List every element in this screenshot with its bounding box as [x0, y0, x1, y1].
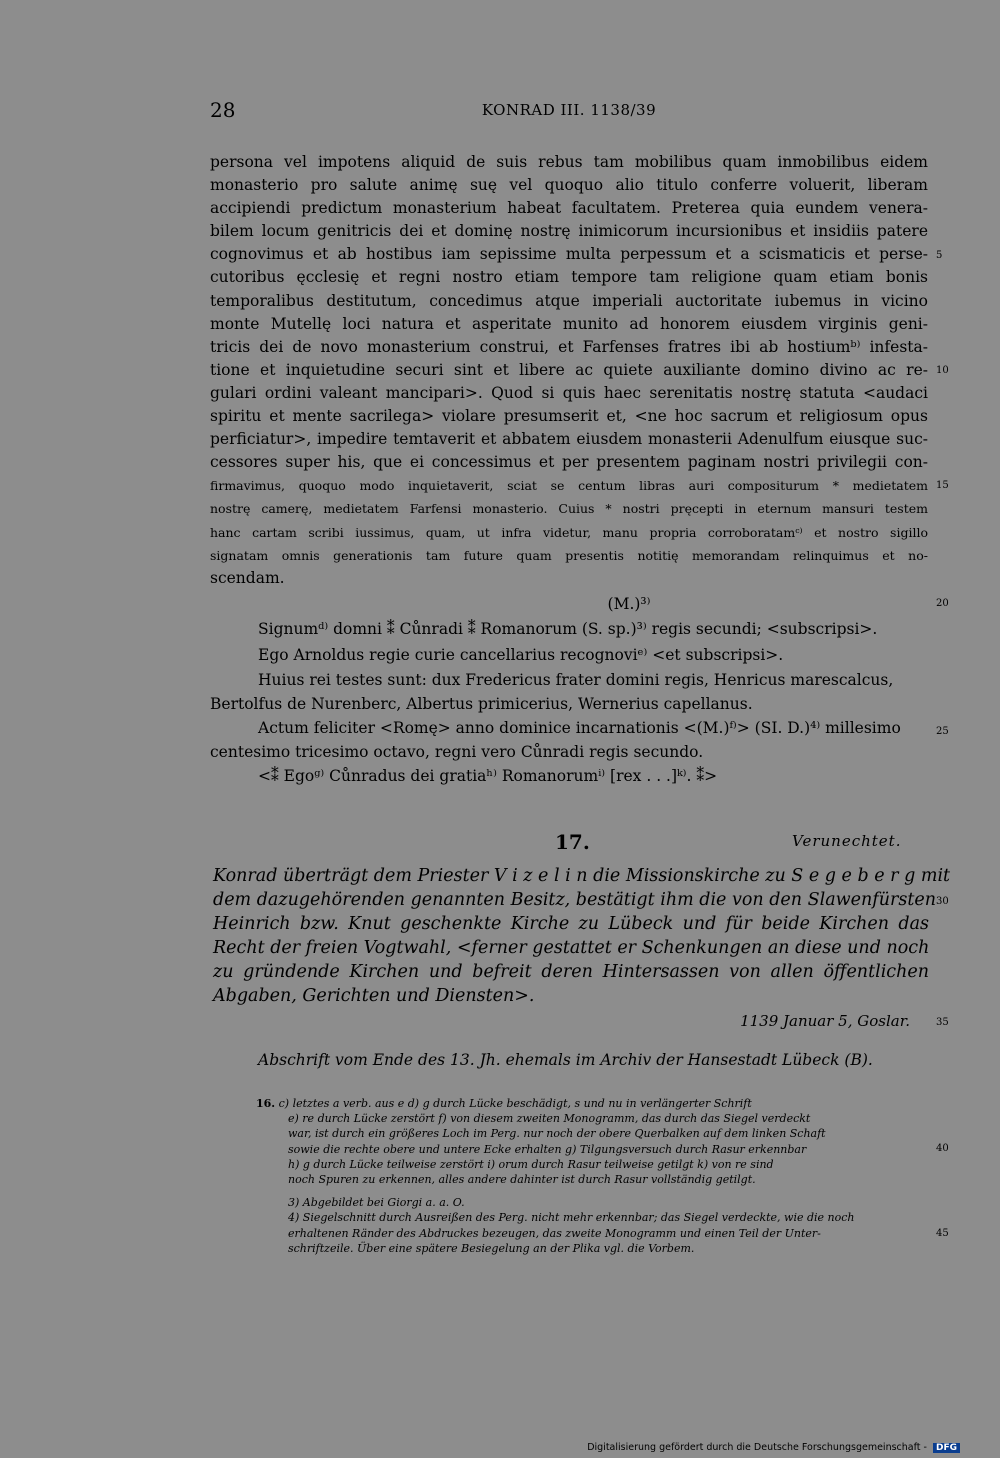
text-line: bilem locum genitricis dei et dominę nostrę inimicorum incursionibus et insidiis patere	[210, 222, 928, 241]
text-line: tricis dei de novo monasterium construi, et Farfenses fratres ibi ab hostiumᵇ⁾ infesta-	[210, 337, 928, 356]
footnote-line: sowie die rechte obere und untere Ecke erhalten g) Tilgungsversuch durch Rasur erkennbar	[288, 1142, 807, 1156]
document-status: Verunechtet.	[792, 832, 902, 850]
footnote-line	[258, 1096, 932, 1111]
line-number: 10	[936, 365, 949, 376]
text-line: cessores super his, que ei concessimus et per presentem paginam nostri privilegii con-	[210, 453, 928, 472]
recognition-line: Ego Arnoldus regie curie cancellarius recognoviᵉ⁾ <et subscripsi>.	[258, 646, 784, 664]
actum-line: centesimo tricesimo octavo, regni vero Cůnradi regis secundo.	[210, 743, 704, 761]
footnote-text: c) letztes a verb. aus e d) g durch Lücke beschädigt, s und nu in verlängerter Schrift	[278, 1097, 752, 1110]
final-line: <⁑ Egoᵍ⁾ Cůnradus dei gratiaʰ⁾ Romanorumⁱ⁾ [rex . . .]ᵏ⁾. ⁑>	[258, 767, 718, 785]
digitization-footer	[587, 1442, 960, 1453]
signum-line: Signumᵈ⁾ domni ⁑ Cůnradi ⁑ Romanorum (S. sp.)³⁾ regis secundi; <subscripsi>.	[258, 620, 878, 638]
subscription-block	[210, 592, 928, 788]
footnote-line: noch Spuren zu erkennen, alles andere dahinter ist durch Rasur vollständig getilgt.	[288, 1172, 756, 1186]
line-number: 25	[936, 726, 949, 737]
text-line: monte Mutellę loci natura et asperitate munito ad honorem eiusdem virginis geni-	[210, 314, 928, 333]
text-line: hanc cartam scribi iussimus, quam, ut infra videtur, manu propria corroboratamᶜ⁾ et nostro sigillo	[210, 524, 928, 540]
summary-line: Heinrich bzw. Knut geschenkte Kirche zu Lübeck und für beide Kirchen das	[213, 914, 929, 934]
footnote-line: erhaltenen Ränder des Abdruckes bezeugen, das zweite Monogramm und einen Teil der Unter-	[288, 1226, 821, 1240]
footnote-line: 3) Abgebildet bei Giorgi a. a. O.	[288, 1196, 465, 1210]
text-line: perficiatur>, impedire temtaverit et abbatem eiusdem monasterii Adenulfum eiusque suc-	[210, 430, 928, 449]
witness-line: Huius rei testes sunt: dux Fredericus frater domini regis, Henricus marescalcus,	[258, 671, 894, 689]
line-number: 15	[936, 480, 949, 491]
text-line: persona vel impotens aliquid de suis rebus tam mobilibus quam inmobilibus eidem	[210, 153, 928, 171]
footnote-line: war, ist durch ein größeres Loch im Perg. nur noch der obere Querbalken auf dem linken Schaft	[288, 1127, 826, 1141]
text-line: signatam omnis generationis tam future quam presentis notitię memorandam relinquimus et no-	[210, 547, 928, 563]
text-line: nostrę camerę, medietatem Farfensi monasterio. Cuius * nostri pręcepti in eternum mansuri testem	[210, 501, 928, 517]
text-line: scendam.	[210, 568, 285, 587]
witness-line: Bertolfus de Nurenberc, Albertus primicerius, Wernerius capellanus.	[210, 695, 753, 713]
dfg-logo-icon: DFG	[933, 1443, 960, 1453]
text-line: monasterio pro salute animę suę vel quoquo alio titulo conferre voluerit, liberam	[210, 176, 928, 195]
footer-text: Digitalisierung gefördert durch die Deutsche Forschungsgemeinschaft -	[587, 1442, 927, 1453]
text-line: gulari ordini valeant mancipari>. Quod si quis haec serenitatis nostrę statuta <audaci	[210, 383, 928, 402]
summary-line: dem dazugehörenden genannten Besitz, bestätigt ihm die von den Slawenfürsten	[213, 890, 936, 910]
text-line: cutoribus ęcclesię et regni nostro etiam tempore tam religione quam etiam bonis	[210, 268, 928, 287]
footnote-doc-ref: 16.	[256, 1097, 276, 1110]
text-line: accipiendi predictum monasterium habeat facultatem. Preterea quia eundem venera-	[210, 199, 928, 218]
running-head: KONRAD III. 1138/39	[481, 101, 657, 119]
monogram-line: (M.)³⁾	[607, 595, 651, 613]
footnote-line: e) re durch Lücke zerstört f) von diesem zweiten Monogramm, das durch das Siegel verdeckt	[288, 1112, 811, 1126]
text-line: cognovimus et ab hostibus iam sepissime multa perpessum et a scismaticis et perse-	[210, 245, 928, 264]
footnote-line: schriftzeile. Über eine spätere Besiegelung an der Plika vgl. die Vorbem.	[288, 1241, 695, 1255]
footnotes	[258, 1096, 932, 1256]
summary-line: Recht der freien Vogtwahl, <ferner gestattet er Schenkungen an diese und noch	[213, 938, 930, 958]
document-number: 17.	[555, 830, 590, 854]
text-line: temporalibus destitutum, concedimus atque imperiali auctoritate iubemus in vicino	[210, 291, 928, 310]
page-number: 28	[210, 98, 236, 122]
footnote-line: 4) Siegelschnitt durch Ausreißen des Perg. nicht mehr erkennbar; das Siegel verdeckte, wie die noch	[288, 1211, 855, 1225]
line-number: 5	[936, 250, 943, 261]
text-line: firmavimus, quoquo modo inquietaverit, sciat se centum libras auri compositurum * medietatem	[210, 478, 928, 494]
text-line: spiritu et mente sacrilega> violare presumserit et, <ne hoc sacrum et religiosum opus	[210, 407, 928, 426]
line-number: 45	[936, 1228, 949, 1239]
summary-line: zu gründende Kirchen und befreit deren Hintersassen von allen öffentlichen	[213, 962, 929, 982]
line-number: 35	[936, 1017, 949, 1028]
line-number: 30	[936, 896, 949, 907]
dateline: 1139 Januar 5, Goslar.	[740, 1012, 910, 1030]
line-number: 40	[936, 1143, 949, 1154]
line-number: 20	[936, 598, 949, 609]
charter-text	[210, 151, 928, 590]
summary-line: Abgaben, Gerichten und Diensten>.	[213, 986, 535, 1006]
footnote-gap	[258, 1187, 932, 1195]
actum-line: Actum feliciter <Romę> anno dominice incarnationis <(M.)ᶠ⁾> (SI. D.)⁴⁾ millesimo	[258, 719, 901, 737]
summary-line: Konrad überträgt dem Priester V i z e l i n die Missionskirche zu S e g e b e r g mit	[213, 866, 951, 886]
page-header	[210, 98, 928, 128]
source-note: Abschrift vom Ende des 13. Jh. ehemals im Archiv der Hansestadt Lübeck (B).	[258, 1051, 873, 1069]
footnote-line: h) g durch Lücke teilweise zerstört i) orum durch Rasur teilweise getilgt k) von re sind	[288, 1157, 774, 1171]
text-line: tione et inquietudine securi sint et libere ac quiete auxiliante domino divino ac re-	[210, 360, 928, 379]
